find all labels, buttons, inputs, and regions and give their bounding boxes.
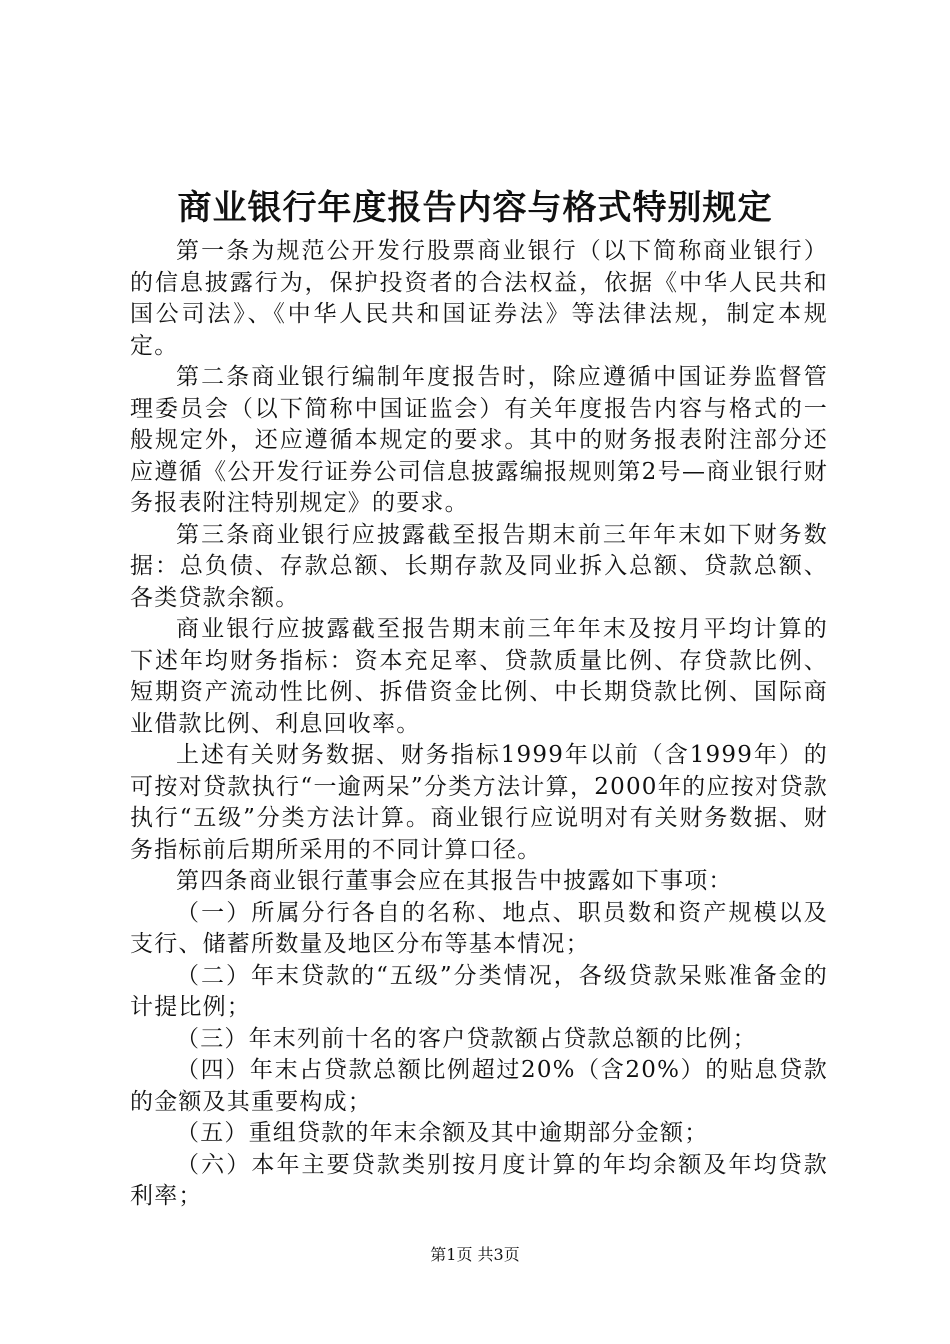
paragraph: （一）所属分行各自的名称、地点、职员数和资产规模以及支行、储蓄所数量及地区分布等基本情况； [130, 899, 828, 957]
paragraph: （三）年末列前十名的客户贷款额占贷款总额的比例； [176, 1025, 757, 1052]
document-title: 商业银行年度报告内容与格式特别规定 [177, 188, 773, 228]
paragraph: 第二条商业银行编制年度报告时，除应遵循中国证券监督管理委员会（以下简称中国证监会）有关年度报告内容与格式的一般规定外，还应遵循本规定的要求。其中的财务报表附注部分还应遵循《公开发行证券公司信息披露编报规则第2号—商业银行财务报表附注特别规定》的要求。 [130, 364, 828, 516]
paragraph: 商业银行应披露截至报告期末前三年年末及按月平均计算的下述年均财务指标：资本充足率、贷款质量比例、存贷款比例、短期资产流动性比例、拆借资金比例、中长期贷款比例、国际商业借款比例、利息回收率。 [130, 616, 828, 737]
paragraph: （五）重组贷款的年末余额及其中逾期部分金额； [176, 1120, 709, 1146]
paragraph: 上述有关财务数据、财务指标1999年以前（含1999年）的可按对贷款执行“一逾两呆”分类方法计算，2000年的应按对贷款执行“五级”分类方法计算。商业银行应说明对有关财务数据、财务指标前后期所采用的不同计算口径。 [130, 742, 828, 863]
document-body [130, 236, 828, 1213]
page-footer: 第1页 共3页 [430, 1245, 520, 1264]
paragraph: 第一条为规范公开发行股票商业银行（以下简称商业银行）的信息披露行为，保护投资者的合法权益，依据《中华人民共和国公司法》、《中华人民共和国证券法》等法律法规，制定本规定。 [130, 238, 828, 359]
paragraph: （六）本年主要贷款类别按月度计算的年均余额及年均贷款利率； [130, 1151, 828, 1209]
paragraph: （二）年末贷款的“五级”分类情况，各级贷款呆账准备金的计提比例； [130, 962, 828, 1020]
paragraph: 第三条商业银行应披露截至报告期末前三年年末如下财务数据：总负债、存款总额、长期存款及同业拆入总额、贷款总额、各类贷款余额。 [130, 521, 828, 611]
paragraph: 第四条商业银行董事会应在其报告中披露如下事项： [176, 868, 733, 894]
paragraph: （四）年末占贷款总额比例超过20%（含20%）的贴息贷款的金额及其重要构成； [130, 1057, 828, 1115]
